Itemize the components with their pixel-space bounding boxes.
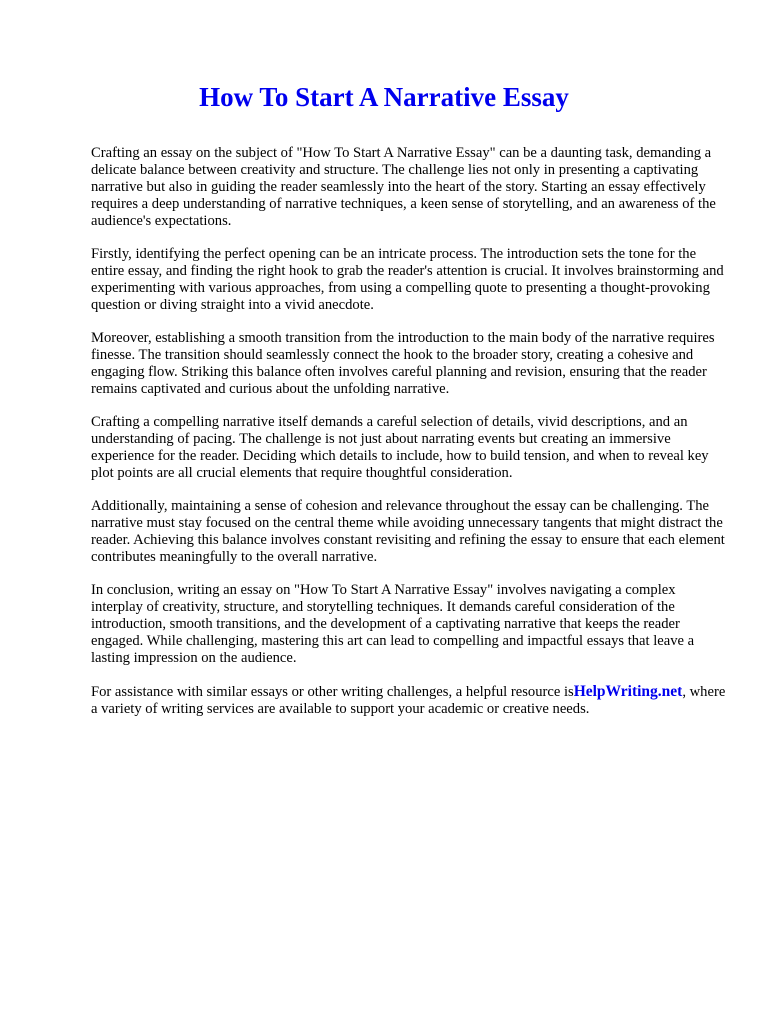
paragraph-cohesion: Additionally, maintaining a sense of cohesion and relevance throughout the essay can be challenging. The narrative must stay focused on the central theme while avoiding unnecessary tangents that might distract the reader. Achieving this balance involves constant revisiting and refining the essay to ensure that each element contributes meaningfully to the overall narrative. bbox=[91, 498, 725, 565]
paragraph-opening: Firstly, identifying the perfect opening can be an intricate process. The introduction sets the tone for the entire essay, and finding the right hook to grab the reader's attention is crucial. It involves brainstorming and experimenting with various approaches, from using a compelling quote to presenting a thought-provoking question or diving straight into a vivid anecdote. bbox=[91, 246, 724, 313]
closing-text-after-link: , where a variety of writing services are available to support your academic or creative needs. bbox=[91, 684, 726, 717]
closing-text-before-link: For assistance with similar essays or other writing challenges, a helpful resource is bbox=[91, 684, 574, 700]
helpwriting-link[interactable]: HelpWriting.net bbox=[573, 683, 683, 700]
document-title: How To Start A Narrative Essay bbox=[199, 82, 569, 112]
paragraph-closing bbox=[91, 683, 731, 718]
paragraph-conclusion: In conclusion, writing an essay on "How To Start A Narrative Essay" involves navigating a complex interplay of creativity, structure, and storytelling techniques. It demands careful consideration of the introduction, smooth transitions, and the development of a captivating narrative that keeps the reader engaged. While challenging, mastering this art can lead to compelling and impactful essays that leave a lasting impression on the audience. bbox=[91, 582, 695, 666]
paragraph-intro: Crafting an essay on the subject of "How To Start A Narrative Essay" can be a daunting task, demanding a delicate balance between creativity and structure. The challenge lies not only in presenting a captivating narrative but also in guiding the reader seamlessly into the heart of the story. Starting an essay effectively requires a deep understanding of narrative techniques, a keen sense of storytelling, and an awareness of the audience's expectations. bbox=[91, 145, 716, 229]
paragraph-transition: Moreover, establishing a smooth transition from the introduction to the main body of the narrative requires finesse. The transition should seamlessly connect the hook to the broader story, creating a cohesive and engaging flow. Striking this balance often involves careful planning and revision, ensuring that the reader remains captivated and curious about the unfolding narrative. bbox=[91, 330, 715, 397]
document-body bbox=[91, 145, 731, 734]
paragraph-narrative: Crafting a compelling narrative itself demands a careful selection of details, vivid descriptions, and an understanding of pacing. The challenge is not just about narrating events but creating an immersive experience for the reader. Deciding which details to include, how to build tension, and when to reveal key plot points are all crucial elements that require thoughtful consideration. bbox=[91, 414, 709, 481]
